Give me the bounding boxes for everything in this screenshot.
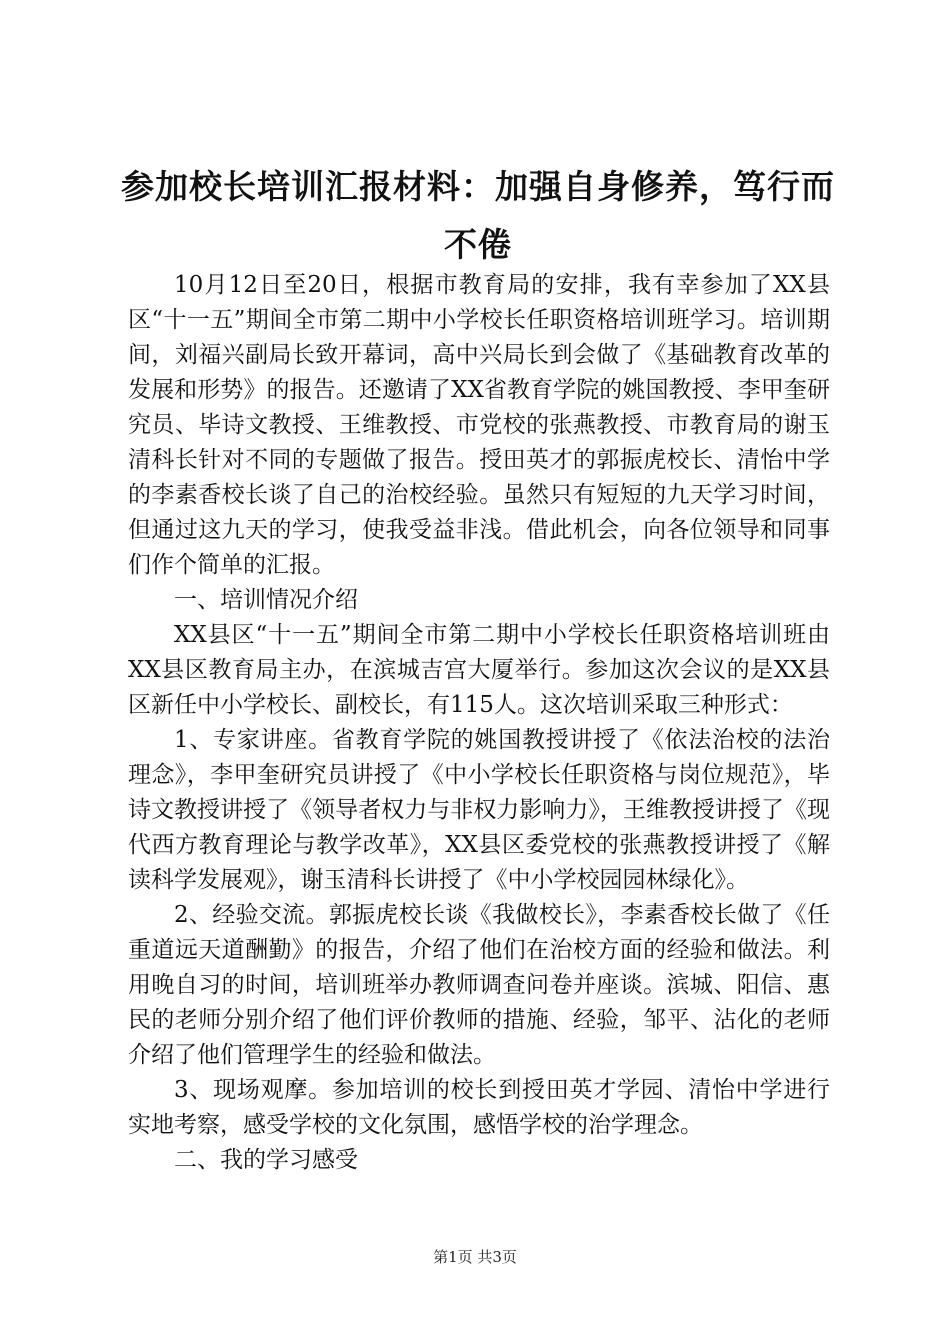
paragraph-intro: 10月12日至20日，根据市教育局的安排，我有幸参加了XX县区“十一五”期间全市第二期中小学校长任职资格培训班学习。培训期间，刘福兴副局长致开幕词，高中兴局长到会做了《基础教育改革的发展和形势》的报告。还邀请了XX省教育学院的姚国教授、李甲奎研究员、毕诗文教授、王维教授、市党校的张燕教授、市教育局的谢玉清科长针对不同的专题做了报告。授田英才的郭振虎校长、清怡中学的李素香校长谈了自己的治校经验。虽然只有短短的九天学习时间，但通过这九天的学习，使我受益非浅。借此机会，向各位领导和同事们作个简单的汇报。 [128,272,830,578]
section-heading-learning-reflections: 二、我的学习感受 [174,1147,358,1173]
paragraph-expert-lectures: 1、专家讲座。省教育学院的姚国教授讲授了《依法治校的法治理念》，李甲奎研究员讲授了《中小学校长任职资格与岗位规范》，毕诗文教授讲授了《领导者权力与非权力影响力》，王维教授讲授了《现代西方教育理论与教学改革》，XX县区委党校的张燕教授讲授了《解读科学发展观》，谢玉清科长讲授了《中小学校园园林绿化》。 [128,727,830,893]
document-title: 参加校长培训汇报材料：加强自身修养，笃行而不倦 [121,167,835,264]
paragraph-site-visit: 3、现场观摩。参加培训的校长到授田英才学园、清怡中学进行实地考察，感受学校的文化氛围，感悟学校的治学理念。 [128,1077,830,1138]
page-number-footer: 第1页 共3页 [433,1248,517,1266]
section-heading-training-overview: 一、培训情况介绍 [174,587,358,613]
paragraph-experience-exchange: 2、经验交流。郭振虎校长谈《我做校长》，李素香校长做了《任重道远天道酬勤》的报告，介绍了他们在治校方面的经验和做法。利用晚自习的时间，培训班举办教师调查问卷并座谈。滨城、阳信、惠民的老师分别介绍了他们评价教师的措施、经验，邹平、沾化的老师介绍了他们管理学生的经验和做法。 [128,902,830,1068]
paragraph-training-description: XX县区“十一五”期间全市第二期中小学校长任职资格培训班由XX县区教育局主办，在滨城吉宫大厦举行。参加这次会议的是XX县区新任中小学校长、副校长，有115人。这次培训采取三种形式： [128,622,830,718]
document-body [128,268,830,1178]
